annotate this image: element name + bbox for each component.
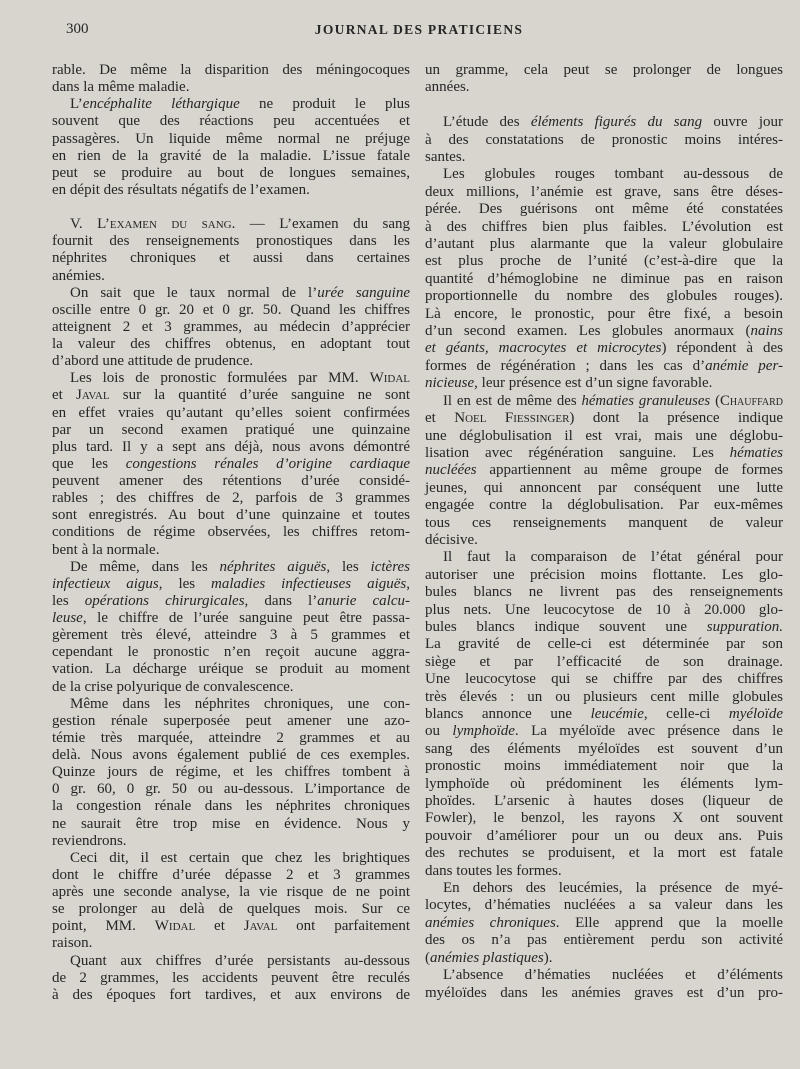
text-line [52,96,410,113]
text-run: point, MM. [52,918,155,935]
text-line [425,880,783,897]
text-run: bent à la normale. [52,541,160,558]
text-run: dans toutes les formes. [425,862,562,879]
text-section [425,114,783,1002]
text-line [52,627,410,644]
italic-text: leucémie [590,706,644,723]
text-line [425,428,783,445]
text-line [52,970,410,987]
text-run: L’ [70,96,83,113]
text-run: décisive. [425,531,478,548]
text-run: 0 gr. 60, 0 gr. 50 ou au-dessous. L’importance de [52,781,410,798]
text-line [425,375,783,392]
text-line [425,723,783,740]
text-line [52,747,410,764]
text-run: d’autant plus alarmante que la valeur globulaire [425,236,783,253]
text-run: se prolonger au delà de quelques mois. Sur ce [52,901,410,918]
text-line [52,524,410,541]
text-run: d’abord une attitude de prudence. [52,353,254,370]
text-line [425,776,783,793]
text-run: en rien de la gravité de la maladie. L’issue fatale [52,147,410,164]
italic-text: lymphoïde [452,723,515,740]
text-run: , celle-ci [643,706,729,723]
text-line [52,405,410,422]
text-section [52,216,410,1004]
small-caps-text: Javal [243,918,278,935]
italic-text: nicieuse [425,375,475,392]
text-run: par un second examen pratiqué une quinzaine [52,421,410,438]
italic-text: anurie calcu- [317,592,410,609]
text-line [52,336,410,353]
text-run: peut se produire au bout de longues semaines, [52,164,410,181]
text-run: deux millions, l’anémie est grave, sans être déses- [425,183,783,200]
text-run: et [52,387,76,404]
text-line [425,793,783,810]
text-run: des os n’a pas entièrement perdu son activité [425,932,783,949]
text-run: . Elle apprend que la moelle [555,914,783,931]
text-line [52,148,410,165]
page-number: 300 [66,21,89,37]
text-section [52,62,410,199]
text-line [425,515,783,532]
text-run: sang des éléments myéloïdes est souvent d’un [425,740,783,757]
text-run: La gravité de celle-ci est déterminée par son [425,636,783,653]
text-line [52,216,410,233]
text-run: En dehors des leucémies, la présence de myé- [443,880,783,897]
text-run: de la crise polyurique de convalescence. [52,678,294,695]
text-line [425,271,783,288]
text-run: de 2 grammes, les accidents peuvent être reculés [52,969,410,986]
text-run: L’absence d’hématies nucléées et d’éléments [443,967,783,984]
small-caps-text: Widal [154,918,196,935]
text-line [52,319,410,336]
text-run: lymphoïde où prédominent les éléments lym- [425,775,783,792]
text-run: Il en est de même des [443,392,582,409]
text-run: plus tard. Il y a sept ans déjà, nous avons démontré [52,438,410,455]
text-line [425,166,783,183]
text-run: bules blancs ne livrent pas des renseignements [425,584,783,601]
text-run: ( [710,392,720,409]
paragraph [425,62,783,97]
text-run: pouvoir d’améliorer pour un ou deux ans. Puis [425,827,783,844]
text-line [52,422,410,439]
text-line [52,901,410,918]
text-run: L’étude des [443,114,531,131]
text-run: locytes, d’hématies nucléées a sa valeur dans les [425,897,783,914]
text-run: , dans l’ [244,592,318,609]
text-line [52,233,410,250]
text-line [52,559,410,576]
italic-text: opérations chirurgicales [84,592,245,609]
text-run: engagée contre la déglobulisation. Par eux-mêmes [425,497,783,514]
paragraph [52,216,410,285]
italic-text: éléments figurés du sang [530,114,703,131]
text-run: témie très marquée, atteindre 2 grammes et au [52,729,410,746]
text-run: la congestion rénale dans les néphrites chroniques [52,798,410,815]
text-line [52,987,410,1004]
paragraph [425,880,783,967]
paragraph [425,114,783,166]
text-line [425,480,783,497]
text-line [52,696,410,713]
text-run: des rechutes se produisent, et la mort est fatale [425,845,783,862]
text-line [52,285,410,302]
text-line [425,967,783,984]
text-run: , le chiffre de l’urée sanguine peut être passa- [82,610,410,626]
text-run: en dépit des résultats négatifs de l’examen. [52,181,310,198]
text-run: vation. La décharge uréique se produit au moment [52,661,410,678]
text-run: dont le chiffre d’urée dépasse 2 et 3 grammes [52,866,410,883]
text-run: rables ; des chiffres de 2, parfois de 3 grammes [52,490,410,507]
text-line [425,532,783,549]
text-run: pérée. Des guérisons ont même été constatées [425,201,783,218]
text-line [52,593,410,610]
text-line [425,985,783,1002]
text-run: siège et par l’efficacité de son drainage. [425,653,783,670]
text-line [52,456,410,473]
text-line [52,884,410,901]
text-line [425,845,783,862]
paragraph [52,953,410,1004]
text-run: à des constatations de pronostic moins intéres- [425,131,783,148]
italic-text: et géants, macrocytes et microcytes [425,340,662,357]
text-run: pronostic moins immédiatement noir que la [425,758,783,775]
text-run: autoriser une précision moins flottante. Les glo- [425,566,783,583]
text-run: gestion rénale superposée peut amener une azo- [52,712,410,729]
text-run: rable. De même la disparition des méningocoques [52,62,410,78]
text-run: Les lois de pronostic formulées par MM. [70,370,370,387]
text-run: ont parfaitement [277,918,411,935]
text-line [52,113,410,130]
text-line [425,410,783,427]
text-line [52,953,410,970]
text-run: bules blancs indique souvent une [425,618,707,635]
paragraph [52,62,410,96]
text-line [52,798,410,815]
text-line [52,131,410,148]
text-run: souvent que des réactions peu accentuées et [52,113,410,130]
text-run: à des chiffres bien plus faibles. L’évolution est [425,218,783,235]
text-run: très élevés : un ou plusieurs cent mille globules [425,688,783,705]
text-line [425,497,783,514]
italic-text: congestions rénales d’origine cardiaque [125,455,410,472]
text-run: ne produit le plus [239,96,410,113]
italic-text: infectieux aigus [52,575,159,592]
text-run: , leur présence est d’un signe favorable. [474,375,713,392]
text-line [425,340,783,357]
text-line [425,149,783,166]
text-run: peuvent amener des rétentions d’urée considé- [52,473,410,489]
paragraph [425,549,783,880]
text-run: que les [52,455,126,472]
text-line [425,219,783,236]
text-line [52,867,410,884]
text-run: cependant le pronostic n’en reçoit aucune aggra- [52,644,410,661]
text-line [52,816,410,833]
text-run: tous ces renseignements manquent de valeur [425,514,783,531]
text-run: atteignent 2 et 3 grammes, au médecin d’apprécier [52,318,410,335]
text-line [52,387,410,404]
text-run: Même dans les néphrites chroniques, une con- [70,695,410,712]
text-run: oscille entre 0 gr. 20 et 0 gr. 50. Quand les chiffres [52,301,410,318]
text-line [425,671,783,688]
text-run: Fowler), le benzol, les rayons X ont souvent [425,810,783,827]
text-line [425,897,783,914]
text-line [52,781,410,798]
text-run: est plus proche de l’unité (c’est-à-dire que la [425,253,783,270]
text-line [425,62,783,79]
text-line [52,353,410,370]
text-run: sur la quantité d’urée sanguine ne sont [109,387,411,404]
text-run: la valeur des chiffres obtenus, en adoptant tout [52,336,410,352]
text-run: De même, dans les [70,558,220,575]
italic-text: néphrites aiguës [219,558,327,575]
text-run: , les [326,558,371,575]
text-line [425,950,783,967]
text-line [425,932,783,949]
text-run: anémies. [52,267,105,284]
text-line [52,473,410,490]
text-run: ne saurait être trop mise en évidence. Nous y [52,815,410,832]
text-run: Quant aux chiffres d’urée persistants au-dessous [70,952,410,969]
text-line [52,507,410,524]
text-line [425,445,783,462]
small-caps-text: Javal [76,387,110,404]
text-line [52,165,410,182]
text-line [425,689,783,706]
text-run: fournit des renseignements pronostiques dans les [52,233,410,250]
italic-text: nucléées [425,462,477,479]
text-line [52,713,410,730]
text-run: reviendrons. [52,832,127,849]
text-run: Ceci dit, il est certain que chez les brightiques [70,849,410,866]
text-line [52,576,410,593]
text-line [52,490,410,507]
paragraph [425,393,783,550]
text-line [52,182,410,199]
text-section [425,62,783,97]
left-column [52,62,410,1004]
italic-text: anémie per- [705,357,783,374]
text-line [425,358,783,375]
text-line [52,661,410,678]
text-line [52,542,410,559]
text-line [52,439,410,456]
text-run: phoïdes. L’arsenic à hautes doses (liqueur de [425,793,783,810]
text-run: conditions de régime observées, les chiffres retom- [52,524,410,541]
right-column [425,62,783,1002]
text-run: santes. [425,149,466,166]
text-run: . — L’examen du sang [231,216,410,233]
paragraph [52,559,410,696]
text-run: appartiennent au même groupe de formes [476,462,783,479]
text-run: jeunes, qui annoncent par conséquent une lutte [425,479,783,496]
text-line [425,323,783,340]
text-line [52,935,410,952]
text-run: ( [425,949,430,966]
text-run: et [195,918,244,935]
text-run: années. [425,79,470,96]
italic-text: ictères [370,558,410,575]
text-line [425,462,783,479]
text-run: On sait que le taux normal de l’ [70,284,318,301]
text-line [425,915,783,932]
text-line [425,201,783,218]
text-run: à des époques fort tardives, et aux environs de [52,986,410,1003]
paragraph [52,696,410,850]
text-run: sont enregistrés. Au bout d’une quinzaine et toutes [52,507,410,524]
text-line [425,619,783,636]
text-run: Quinze jours de régime, et les chiffres tombent à [52,764,410,781]
text-run: Les globules rouges tombant au-dessous de [443,166,783,183]
running-header-title: JOURNAL DES PRATICIENS [314,22,524,37]
text-run: . La myéloïde avec présence dans le [514,723,784,740]
text-run: passagères. Un liquide même normal ne préjuge [52,130,410,147]
italic-text: hématies [729,444,783,461]
text-line [52,62,410,79]
text-run: un gramme, cela peut se prolonger de longues [425,62,783,78]
text-run: blancs annonce une [425,706,591,723]
text-run: ). [543,949,553,966]
text-line [425,828,783,845]
text-run: néphrites chroniques et aussi dans certaines [52,250,410,267]
small-caps-text: Chauffard [720,392,783,409]
text-line [425,602,783,619]
text-line [52,79,410,96]
text-line [425,306,783,323]
text-line [425,549,783,566]
text-line [425,253,783,270]
small-caps-text: Noel Fiessinger [454,410,570,427]
paragraph [425,967,783,1002]
text-line [425,79,783,96]
text-run: quantité d’hémoglobine ne diminue pas en raison [425,270,783,287]
paragraph [425,166,783,392]
paragraph [52,285,410,371]
text-line [425,758,783,775]
text-run: Là encore, le pronostic, pour être fixé, a besoin [425,305,783,322]
paragraph [52,850,410,953]
italic-text: hématies granuleuses [581,392,711,409]
text-line [425,567,783,584]
text-run: formes de régénération ; dans les cas d’ [425,357,706,374]
text-line [52,268,410,285]
italic-text: nains [750,323,783,340]
text-line [52,833,410,850]
text-line [425,706,783,723]
text-run: ou [425,723,453,740]
text-line [52,610,410,627]
text-line [425,654,783,671]
text-run: ) répondent à des [661,340,783,357]
text-line [425,863,783,880]
text-run: V. [70,216,98,233]
text-line [425,132,783,149]
text-line [52,250,410,267]
text-run: , les [158,575,212,592]
text-run: Une leucocytose qui se chiffre par des chiffres [425,671,783,688]
text-line [425,393,783,410]
text-run: Il faut la comparaison de l’état général pour [443,549,783,566]
paragraph [52,370,410,558]
text-line [52,850,410,867]
text-run: , [406,575,410,592]
text-line [52,302,410,319]
text-line [425,288,783,305]
text-line [425,741,783,758]
text-line [425,114,783,131]
text-run: en effet vraies qu’autant qu’elles soient confirmées [52,404,410,421]
text-run: dans la même maladie. [52,79,190,96]
text-run: myéloïdes dans les anémies graves est d’un pro- [425,984,783,1001]
text-line [425,184,783,201]
italic-text: urée sanguine [317,284,410,301]
text-run: et [425,410,455,427]
text-line [425,584,783,601]
text-run: après une seconde analyse, la vie risque de ne point [52,884,410,900]
text-run: ouvre jour [702,114,783,131]
text-line [425,810,783,827]
text-line [425,236,783,253]
italic-text: maladies infectieuses aiguës [211,575,407,592]
italic-text: anémies chroniques [425,914,556,931]
text-run: lisation avec régénération sanguine. Les [425,444,730,461]
text-run: proportionnelle du nombre des globules rouges). [425,288,783,305]
italic-text: leuse [52,610,83,626]
text-line [52,370,410,387]
text-line [52,679,410,696]
text-line [52,644,410,661]
italic-text: suppuration. [706,618,783,635]
text-line [52,730,410,747]
text-run: plus nets. Une leucocytose de 10 à 20.000 glo- [425,601,783,618]
text-run: une déglobulisation il est vrai, mais une déglobu- [425,427,783,444]
text-run: d’un second examen. Les globules anormaux ( [425,323,751,340]
italic-text: anémies plastiques [430,949,544,966]
italic-text: myéloïde [728,706,783,723]
italic-text: encéphalite léthargique [82,96,240,113]
text-run: les [52,592,85,609]
text-run: raison. [52,935,93,952]
small-caps-text: Widal [369,370,410,387]
text-run: gèrement très élevé, atteindre 3 à 5 grammes et [52,627,410,644]
text-run: ) dont la présence indique [569,410,783,427]
text-run: delà. Nous avons également publié de ces exemples. [52,747,410,763]
text-line [52,918,410,935]
text-line [52,764,410,781]
text-line [425,636,783,653]
paragraph [52,96,410,199]
small-caps-text: L’examen du sang [97,216,232,233]
